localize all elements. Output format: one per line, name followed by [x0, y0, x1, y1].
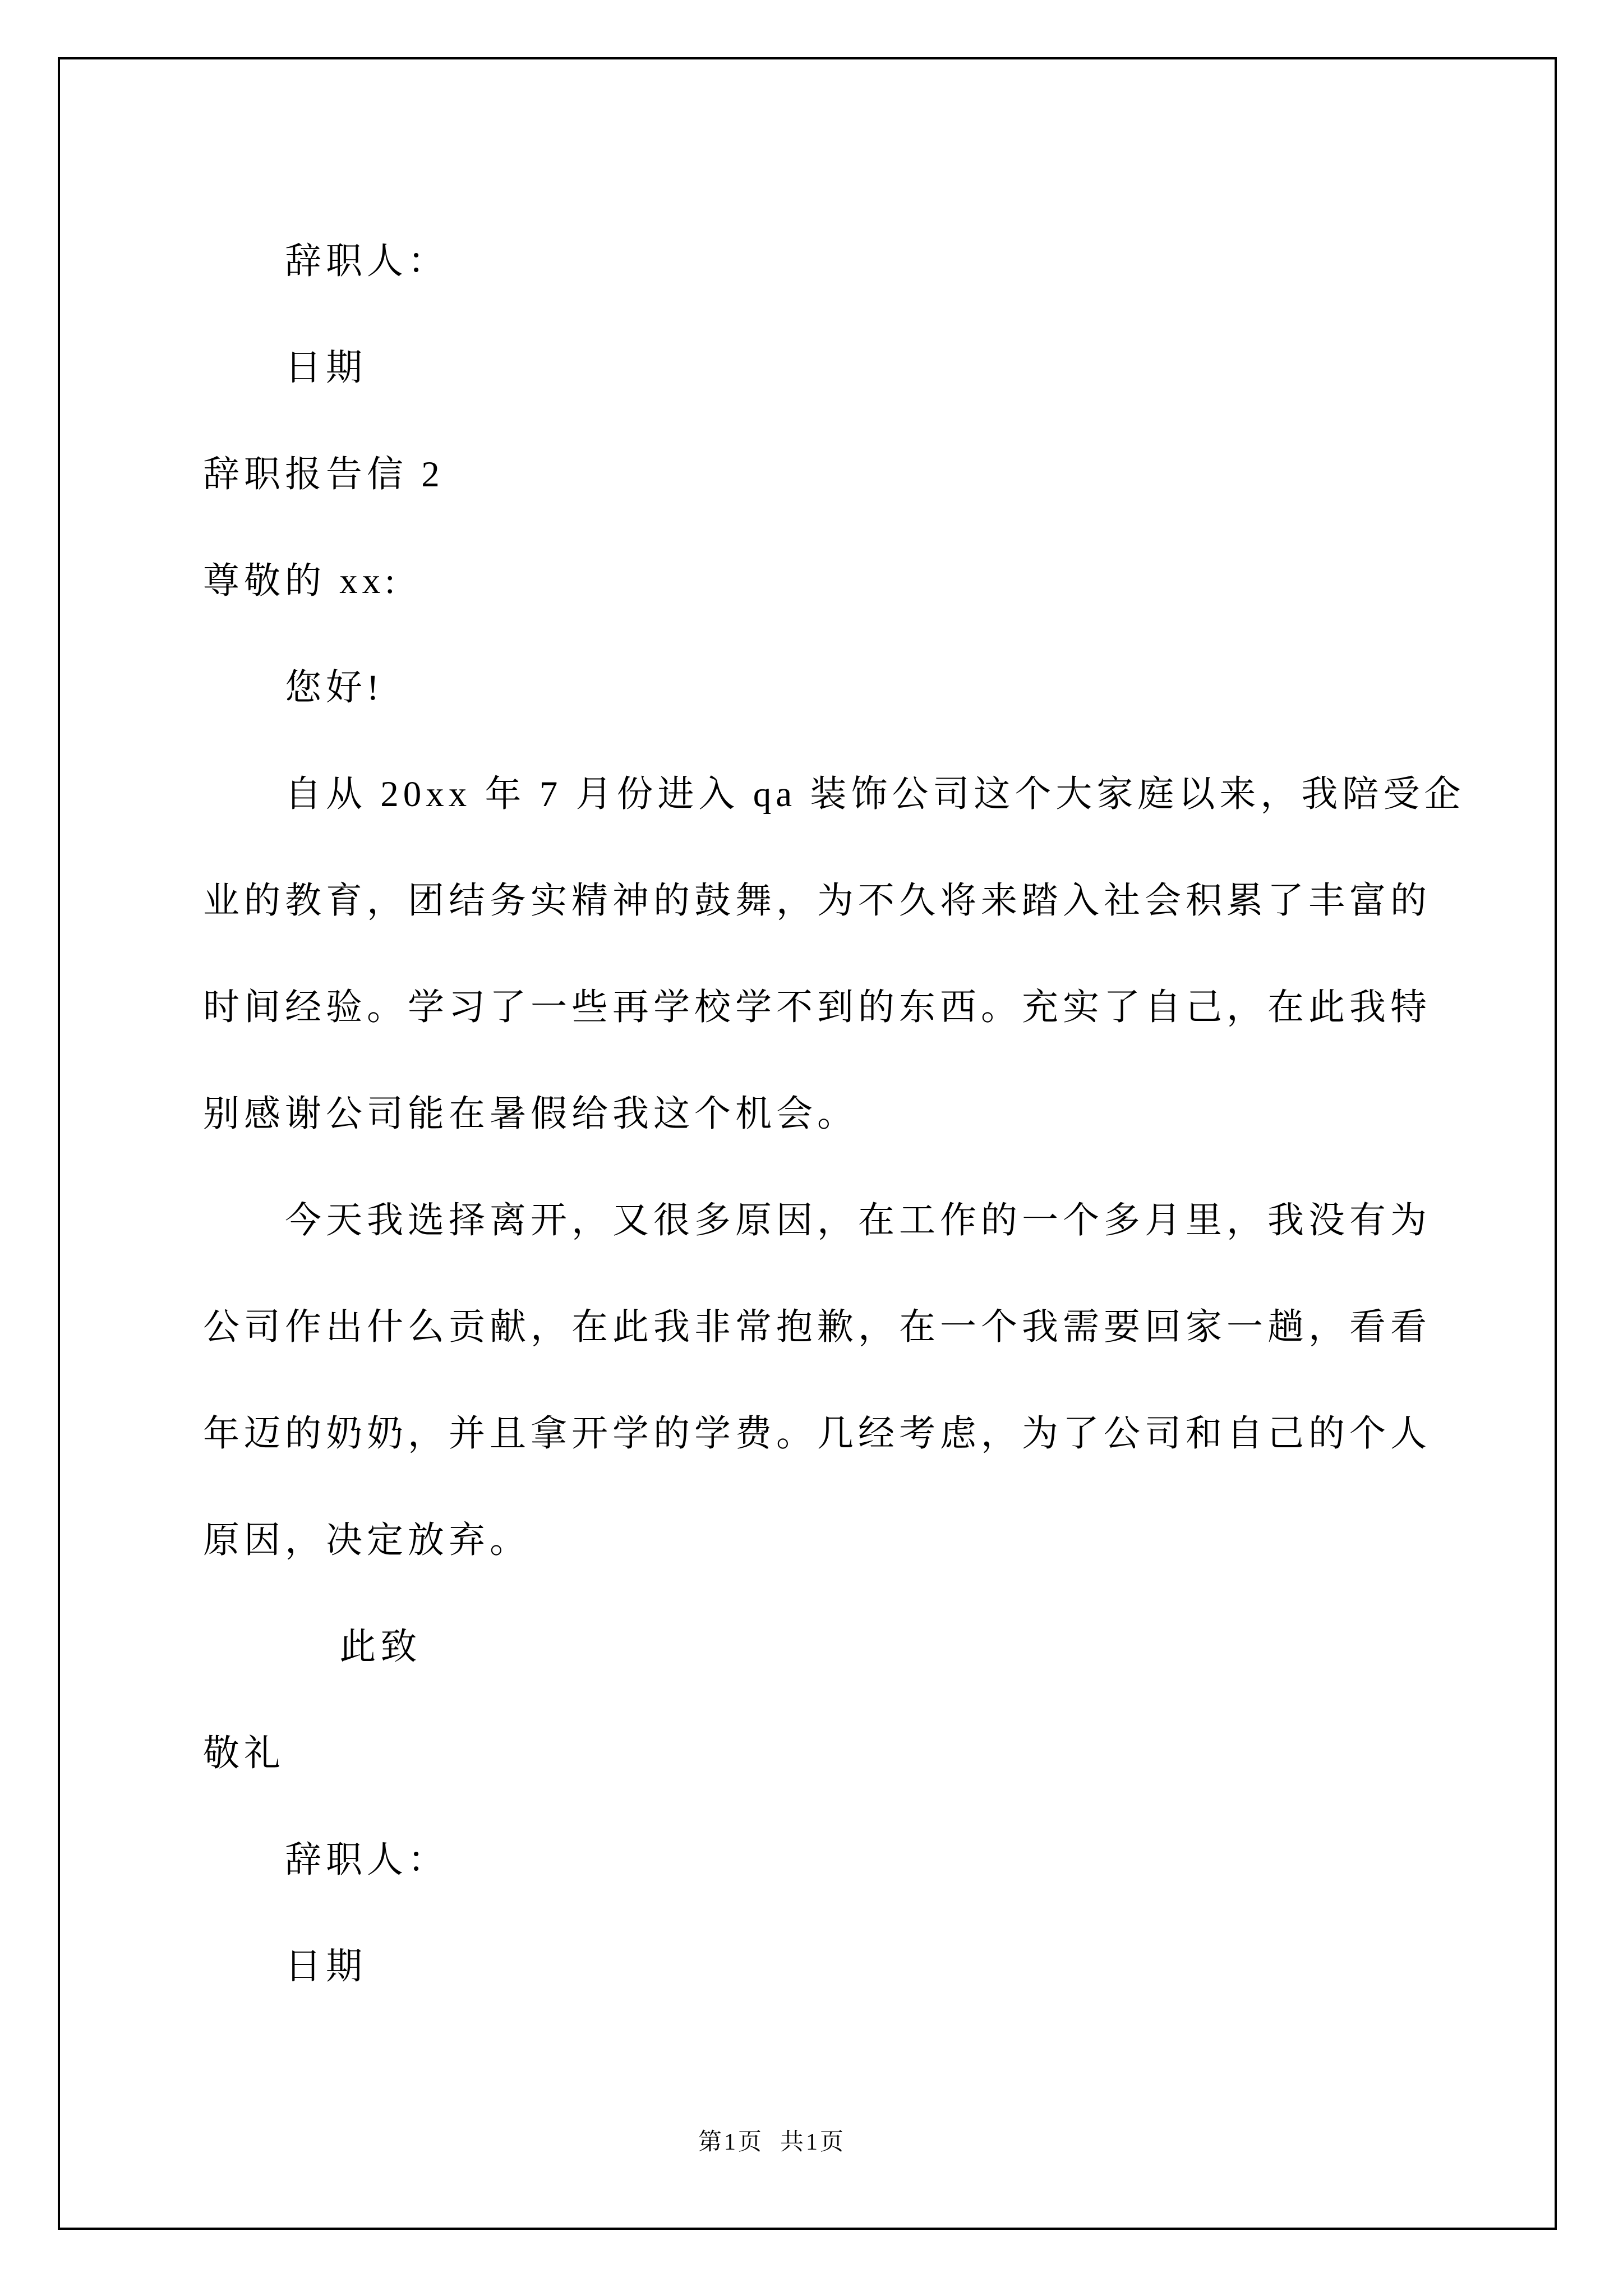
- text-line-paragraph2-2: 公司作出什么贡献，在此我非常抱歉，在一个我需要回家一趟，看看: [203, 1307, 1432, 1347]
- text-line-paragraph2-4: 原因，决定放弃。: [203, 1520, 531, 1561]
- text-line-paragraph1-4: 别感谢公司能在暑假给我这个机会。: [203, 1094, 859, 1134]
- text-line-date-top: 日期: [203, 348, 367, 388]
- text-line-salute: 敬礼: [203, 1733, 285, 1774]
- page-footer: 第1页 共1页: [698, 2129, 846, 2155]
- text-line-salute-lead: 此致: [203, 1627, 422, 1667]
- document-body: [203, 241, 1470, 2053]
- text-line-resigner-signature-top: 辞职人：: [203, 241, 449, 282]
- text-line-paragraph1-1: 自从 20xx 年 7 月份进入 qa 装饰公司这个大家庭以来，我陪受企: [203, 774, 1465, 815]
- text-line-greeting: 您好!: [203, 668, 384, 708]
- text-line-resigner-signature-bottom: 辞职人：: [203, 1840, 449, 1880]
- text-line-paragraph2-3: 年迈的奶奶，并且拿开学的学费。几经考虑，为了公司和自己的个人: [203, 1414, 1432, 1454]
- text-line-paragraph1-3: 时间经验。学习了一些再学校学不到的东西。充实了自己，在此我特: [203, 987, 1432, 1028]
- text-line-paragraph1-2: 业的教育，团结务实精神的鼓舞，为不久将来踏入社会积累了丰富的: [203, 881, 1432, 921]
- text-line-salutation: 尊敬的 xx:: [203, 561, 400, 601]
- text-line-section-title: 辞职报告信 2: [203, 454, 444, 495]
- text-line-date-bottom: 日期: [203, 1947, 367, 1987]
- text-line-paragraph2-1: 今天我选择离开，又很多原因，在工作的一个多月里，我没有为: [203, 1200, 1432, 1241]
